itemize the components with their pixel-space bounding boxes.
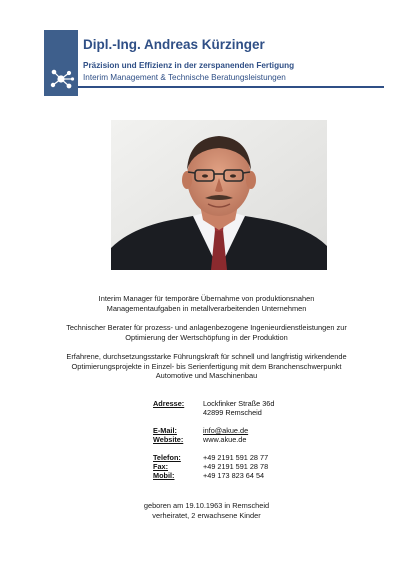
text-line: Erfahrene, durchsetzungsstarke Führungskraft für schnell und langfristig wirkendende [66, 352, 347, 361]
fax-number: +49 2191 591 28 78 [203, 462, 269, 471]
fax-label: Fax: [153, 462, 169, 471]
profile-interim-manager [40, 294, 373, 313]
logo [44, 30, 78, 96]
portrait-photo [111, 120, 327, 270]
address-label: Adresse: [153, 399, 185, 408]
profile-technical-consultant [40, 323, 373, 342]
text-line: Interim Manager für temporäre Übernahme von produktionsnahen [98, 294, 315, 303]
text-line: Technischer Berater für prozess- und anlagenbezogene Ingenieurdienstleistungen zur [66, 323, 347, 332]
tagline: Präzision und Effizienz in der zerspanenden Fertigung [83, 61, 295, 70]
header-divider [78, 86, 384, 88]
mobile-label: Mobil: [153, 471, 175, 480]
address-street: Lockfinker Straße 36d [203, 399, 275, 408]
profile-leadership [40, 352, 373, 381]
email-link[interactable]: info@akue.de [203, 426, 249, 435]
phone-number: +49 2191 591 28 77 [203, 453, 269, 462]
email-label: E-Mail: [153, 426, 177, 435]
text-line: Managementaufgaben in metallverarbeitenden Unternehmen [106, 303, 307, 313]
address-city: 42899 Remscheid [203, 408, 262, 417]
phone-label: Telefon: [153, 453, 181, 462]
text-line: Optimierung der Wertschöpfung in der Produktion [125, 332, 288, 342]
molecule-network-icon [44, 30, 78, 96]
birth-info: geboren am 19.10.1963 in Remscheid [143, 501, 270, 510]
website-link[interactable]: www.akue.de [203, 435, 247, 444]
mobile-number: +49 173 823 64 54 [203, 471, 265, 480]
website-label: Website: [153, 435, 184, 444]
family-info: verheiratet, 2 erwachsene Kinder [152, 510, 261, 520]
text-line: Optimierungsprojekte in Einzel- bis Serienfertigung mit dem Branchenschwerpunkt [71, 361, 342, 371]
page-title: Dipl.-Ing. Andreas Kürzinger [83, 37, 265, 52]
personal-info [40, 501, 373, 520]
services-subtitle: Interim Management & Technische Beratungsleistungen [83, 73, 286, 82]
text-line: Automotive und Maschinenbau [155, 371, 258, 381]
